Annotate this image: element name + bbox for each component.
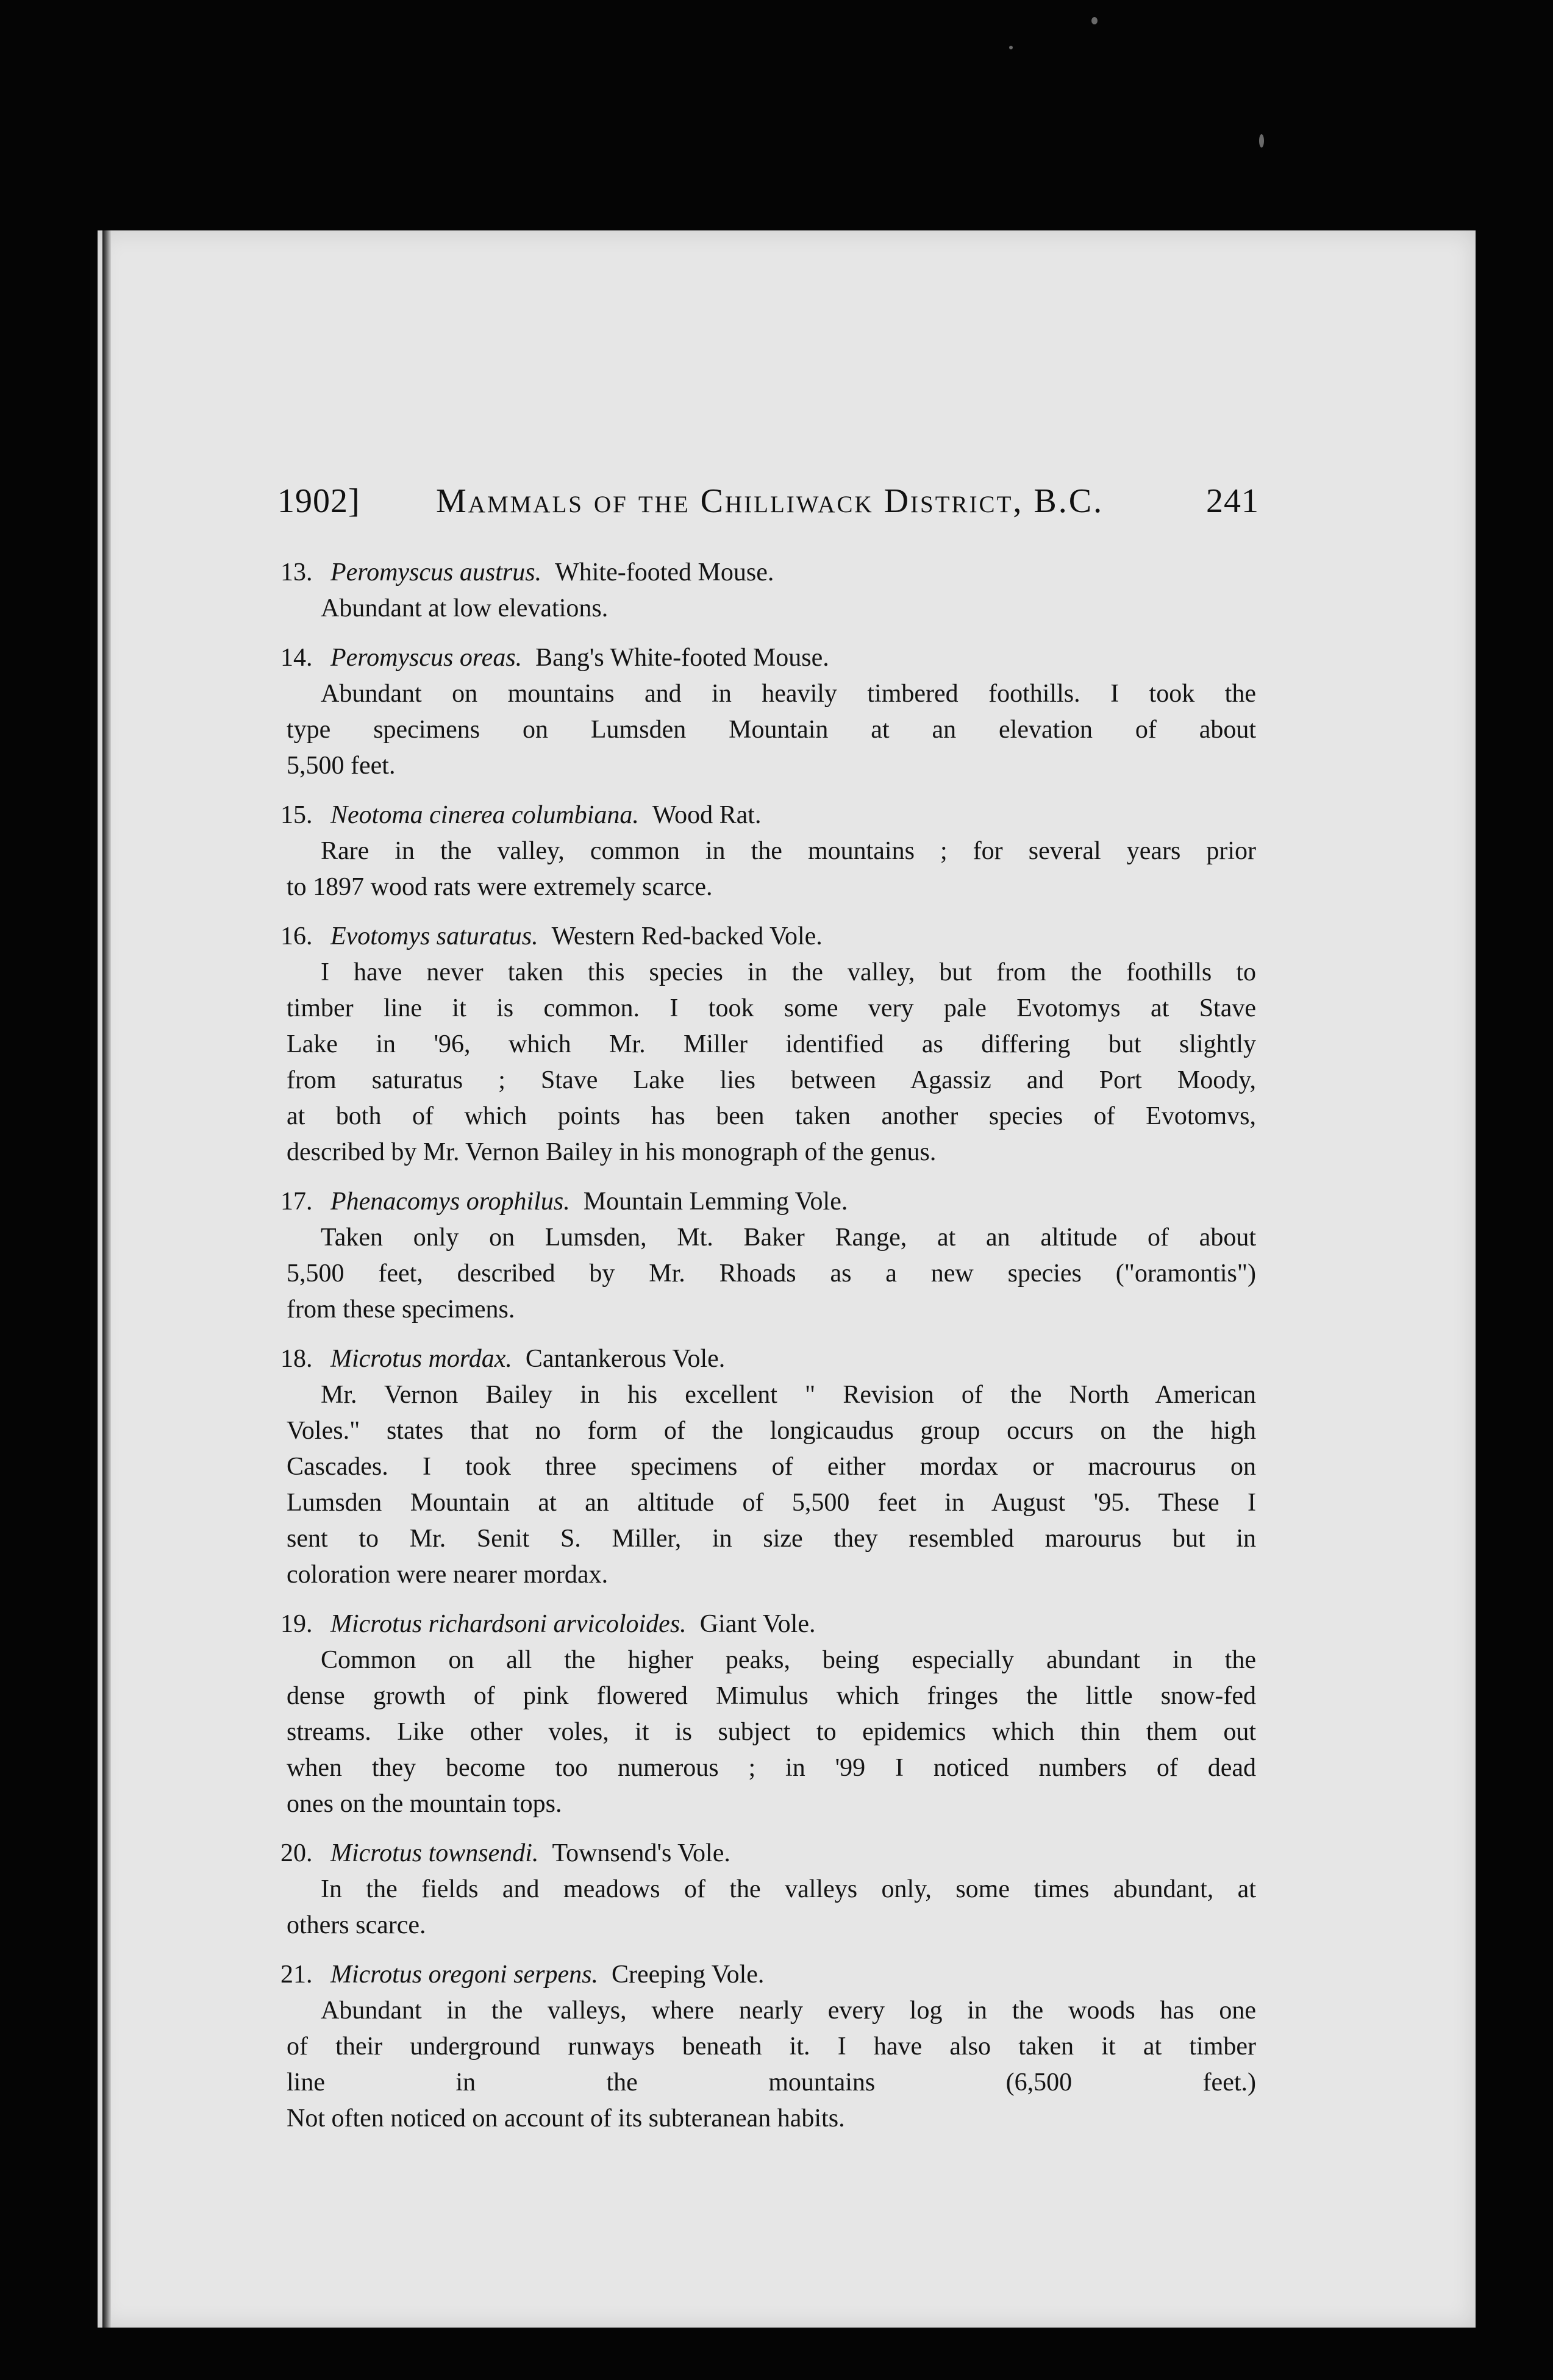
text-line: dense growth of pink flowered Mimulus which fringes the little snow-fed (287, 1682, 1256, 1710)
entry-number: 18. (280, 1345, 313, 1373)
species-entry (280, 1341, 1256, 1593)
page-binding-edge (102, 230, 111, 2328)
scientific-name: Peromyscus oreas. (330, 644, 523, 672)
text-line: Taken only on Lumsden, Mt. Baker Range, at an altitude of about (321, 1224, 1256, 1252)
scientific-name: Microtus mordax. (330, 1345, 512, 1373)
species-heading (280, 797, 1256, 833)
entry-number: 13. (280, 558, 313, 586)
page-number: 241 (1206, 482, 1259, 520)
species-description (287, 1872, 1256, 1944)
text-line: Cascades. I took three specimens of either mordax or macrourus on (287, 1453, 1256, 1481)
entry-number: 19. (280, 1610, 313, 1638)
text-line: others scarce. (287, 1911, 426, 1939)
text-line: ones on the mountain tops. (287, 1790, 562, 1818)
species-description (287, 1220, 1256, 1328)
species-entry (280, 555, 1256, 627)
species-description (287, 676, 1256, 784)
entry-number: 14. (280, 644, 313, 672)
species-heading (280, 919, 1256, 955)
species-description (287, 1377, 1256, 1593)
text-line: to 1897 wood rats were extremely scarce. (287, 873, 713, 901)
text-line: Abundant on mountains and in heavily timbered foothills. I took the (321, 680, 1256, 708)
common-name: Bang's White-footed Mouse. (535, 644, 829, 672)
text-line: Lumsden Mountain at an altitude of 5,500 feet in August '95. These I (287, 1489, 1256, 1517)
text-line: 5,500 feet, described by Mr. Rhoads as a new species ("oramontis") (287, 1259, 1256, 1288)
text-line: Common on all the higher peaks, being especially abundant in the (321, 1646, 1256, 1674)
common-name: Cantankerous Vole. (525, 1345, 726, 1373)
text-line: Abundant in the valleys, where nearly every log in the woods has one (321, 1997, 1256, 2025)
text-line: timber line it is common. I took some very pale Evotomys at Stave (287, 994, 1256, 1022)
entry-number: 21. (280, 1961, 313, 1989)
species-description (287, 591, 1256, 627)
species-heading (280, 555, 1256, 591)
text-line: described by Mr. Vernon Bailey in his monograph of the genus. (287, 1138, 937, 1166)
scientific-name: Evotomys saturatus. (330, 922, 538, 950)
scientific-name: Neotoma cinerea columbiana. (330, 801, 639, 829)
entry-number: 20. (280, 1839, 313, 1867)
text-line: type specimens on Lumsden Mountain at an elevation of about (287, 716, 1256, 744)
species-entry (280, 640, 1256, 784)
scientific-name: Phenacomys orophilus. (330, 1188, 570, 1216)
text-line: Mr. Vernon Bailey in his excellent " Revision of the North American (321, 1381, 1256, 1409)
text-line: from saturatus ; Stave Lake lies between Agassiz and Port Moody, (287, 1066, 1256, 1094)
common-name: Giant Vole. (699, 1610, 816, 1638)
text-line: at both of which points has been taken another species of Evotomvs, (287, 1102, 1256, 1130)
scientific-name: Microtus richardsoni arvicoloides. (330, 1610, 687, 1638)
common-name: Mountain Lemming Vole. (583, 1188, 848, 1216)
text-line: 5,500 feet. (287, 752, 396, 780)
species-list (280, 555, 1256, 2150)
text-line: when they become too numerous ; in '99 I noticed numbers of dead (287, 1754, 1256, 1782)
entry-number: 16. (280, 922, 313, 950)
species-heading (280, 1957, 1256, 1993)
text-line: coloration were nearer mordax. (287, 1561, 609, 1589)
species-description (287, 833, 1256, 905)
common-name: Western Red-backed Vole. (551, 922, 823, 950)
text-line: I have never taken this species in the valley, but from the foothills to (321, 958, 1256, 986)
common-name: Creeping Vole. (612, 1961, 765, 1989)
species-heading (280, 1184, 1256, 1220)
species-entry (280, 1836, 1256, 1944)
scientific-name: Microtus townsendi. (330, 1839, 539, 1867)
text-line: Voles." states that no form of the longicaudus group occurs on the high (287, 1417, 1256, 1445)
text-line: of their underground runways beneath it. I have also taken it at timber (287, 2033, 1256, 2061)
species-description (287, 955, 1256, 1170)
common-name: Wood Rat. (652, 801, 762, 829)
film-speck (1009, 46, 1013, 49)
species-heading (280, 1836, 1256, 1872)
species-entry (280, 919, 1256, 1170)
common-name: White-footed Mouse. (555, 558, 774, 586)
species-heading (280, 640, 1256, 676)
text-line: Lake in '96, which Mr. Miller identified as differing but slightly (287, 1030, 1256, 1058)
species-description (287, 1642, 1256, 1822)
header-title: Mammals of the Chilliwack District, B.C. (436, 482, 1104, 520)
species-heading (280, 1606, 1256, 1642)
entry-number: 15. (280, 801, 313, 829)
species-entry (280, 1957, 1256, 2137)
scientific-name: Peromyscus austrus. (330, 558, 542, 586)
species-entry (280, 797, 1256, 905)
species-description (287, 1993, 1256, 2137)
entry-number: 17. (280, 1188, 313, 1216)
species-entry (280, 1184, 1256, 1328)
species-heading (280, 1341, 1256, 1377)
common-name: Townsend's Vole. (552, 1839, 730, 1867)
text-line: Abundant at low elevations. (321, 594, 609, 622)
text-line: sent to Mr. Senit S. Miller, in size they resembled marourus but in (287, 1525, 1256, 1553)
text-line: from these specimens. (287, 1295, 515, 1324)
species-entry (280, 1606, 1256, 1822)
header-year: 1902] (277, 482, 360, 520)
scientific-name: Microtus oregoni serpens. (330, 1961, 599, 1989)
film-speck (1091, 17, 1098, 24)
text-line: line in the mountains (6,500 feet.) (287, 2068, 1256, 2097)
text-line: streams. Like other voles, it is subject to epidemics which thin them out (287, 1718, 1256, 1746)
text-line: Not often noticed on account of its subteranean habits. (287, 2104, 845, 2132)
text-line: In the fields and meadows of the valleys only, some times abundant, at (321, 1875, 1256, 1903)
film-speck (1259, 134, 1264, 148)
text-line: Rare in the valley, common in the mountains ; for several years prior (321, 837, 1256, 865)
